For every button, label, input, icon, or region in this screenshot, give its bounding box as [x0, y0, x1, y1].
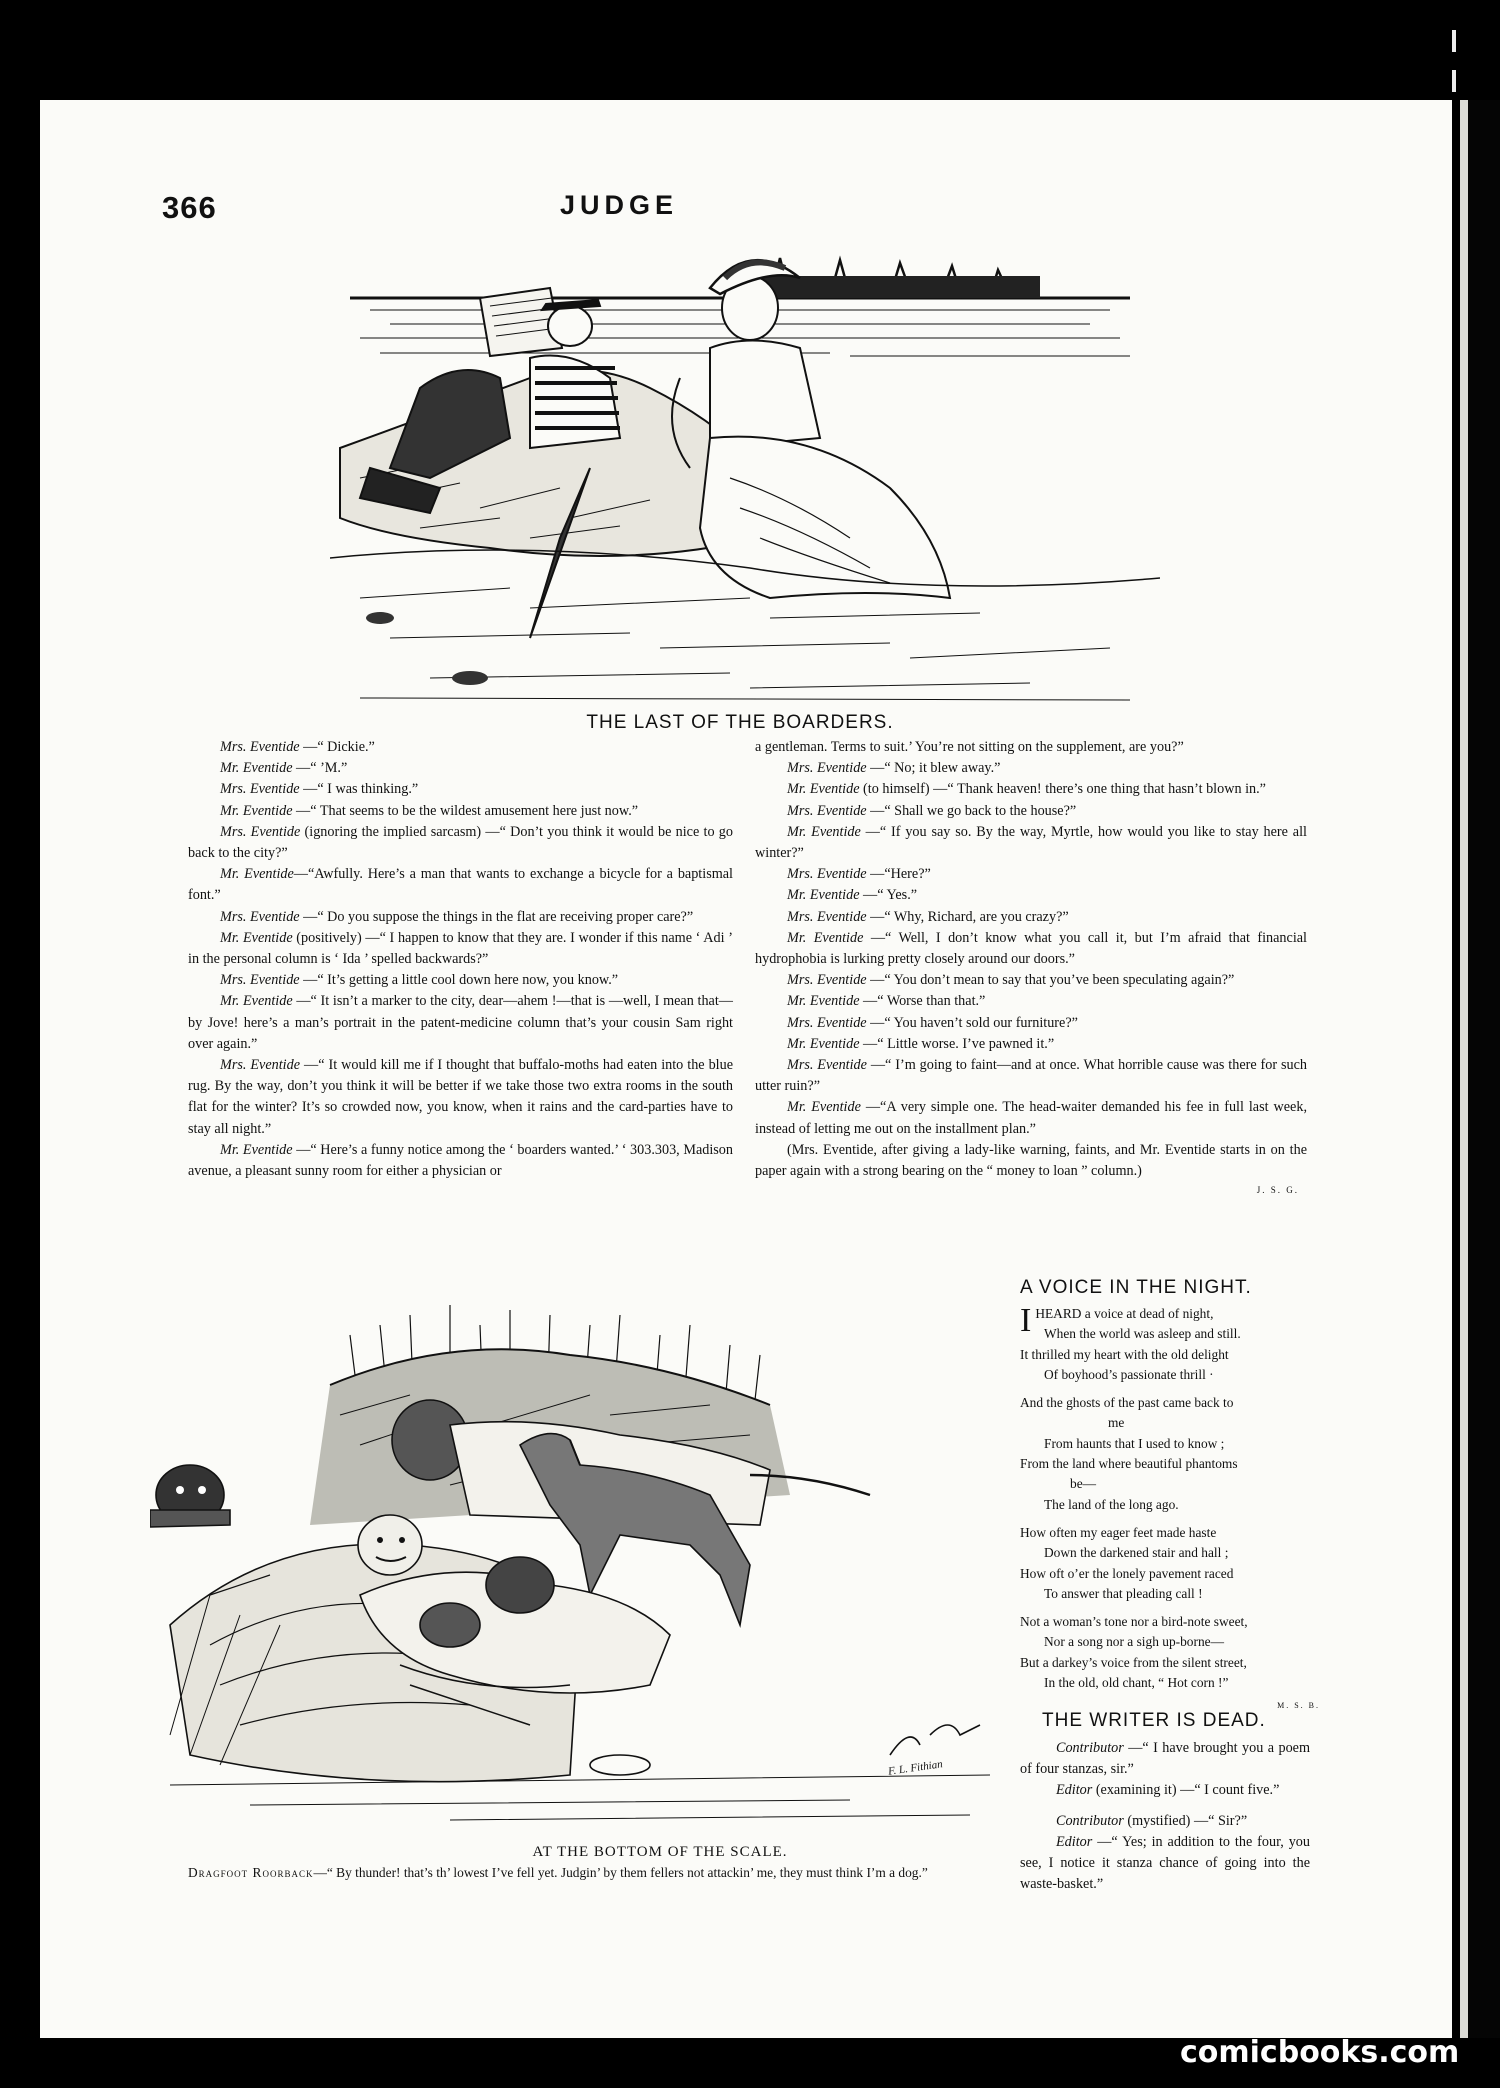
dialogue-text: —“ I have brought you a poem of four stanzas, sir.” — [1020, 1740, 1310, 1778]
dialogue-text: —“ No; it blew away.” — [866, 760, 1001, 777]
speaker-name: Editor — [1056, 1782, 1093, 1799]
speaker-name: Mr. Eventide — [787, 887, 860, 904]
poem-line: And the ghosts of the past came back to — [1020, 1395, 1234, 1411]
poem-line: Not a woman’s tone nor a bird-note sweet, — [1020, 1614, 1248, 1630]
poem-line: Of boyhood’s passionate thrill · — [1044, 1366, 1214, 1382]
dialogue-line — [188, 907, 733, 928]
dialogue-line — [755, 885, 1307, 906]
writer-title: THE WRITER IS DEAD. — [1042, 1710, 1266, 1731]
dialogue-line — [188, 991, 733, 1055]
speaker-name: Mr. Eventide — [787, 823, 861, 840]
dialogue-text: (to himself) —“ Thank heaven! there’s one thing that hasn’t blown in.” — [859, 781, 1266, 798]
poem-line: Nor a song nor a sigh up-borne— — [1044, 1634, 1224, 1650]
dialogue-line — [1020, 1811, 1310, 1832]
speaker-name: Mr. Eventide — [220, 929, 293, 946]
poem-line: When the world was asleep and still. — [1044, 1326, 1241, 1342]
poem-line: How often my eager feet made haste — [1020, 1524, 1217, 1540]
dialogue-text: —“ You don’t mean to say that you’ve been speculating again?” — [866, 972, 1235, 989]
speaker-name: Mr. Eventide — [787, 1099, 861, 1116]
dialogue-line — [188, 1055, 733, 1140]
dialogue-line — [755, 822, 1307, 864]
dialogue-text: —“A very simple one. The head-waiter demanded his fee in full last week, instead of letting me out on the installment plan.” — [755, 1099, 1307, 1137]
speaker-name: Mr. Eventide — [220, 802, 293, 819]
speaker-name: Contributor — [1056, 1812, 1124, 1829]
dialogue-text: —“ That seems to be the wildest amusement here just now.” — [292, 802, 639, 819]
speaker-name: Mrs. Eventide — [787, 1014, 867, 1031]
dialogue-text: —“Here?” — [866, 866, 931, 883]
dialogue-text: —“ It isn’t a marker to the city, dear—ahem !—that is —well, I mean that—by Jove! here’s a man’s portrait in the patent-medicine column that’s your cousin Sam right over again.” — [188, 993, 733, 1052]
facing-page-edge — [1468, 100, 1500, 2038]
dialogue-text: —“ Why, Richard, are you crazy?” — [866, 908, 1069, 925]
speaker-name: Mrs. Eventide — [220, 781, 300, 798]
poem-title: A VOICE IN THE NIGHT. — [1020, 1277, 1252, 1298]
poem-line: HEARD a voice at dead of night, — [1035, 1306, 1214, 1321]
dialogue-line — [188, 1140, 733, 1182]
dialogue-line — [1020, 1780, 1310, 1801]
speaker-name: Mr. Eventide — [787, 993, 860, 1010]
dialogue-text: —“ It’s getting a little cool down here now, you know.” — [299, 972, 619, 989]
dialogue-line — [1020, 1832, 1310, 1896]
dialogue-text: —“ Here’s a funny notice among the ‘ boarders wanted.’ ‘ 303.303, Madison avenue, a pleasant sunny room for either a physician or — [188, 1141, 733, 1180]
beach-illustration — [330, 238, 1160, 708]
site-watermark: comicbooks.com — [1180, 2035, 1460, 2070]
dialogue-text: —“Awfully. Here’s a man that wants to exchange a bicycle for a baptismal font.” — [188, 866, 733, 904]
masthead-title: JUDGE — [560, 190, 679, 220]
dialogue-line — [188, 758, 733, 779]
poem-line: How oft o’er the lonely pavement raced — [1020, 1565, 1234, 1581]
dialogue-line — [188, 801, 733, 822]
cartoon-caption-text — [188, 1864, 998, 1882]
dialogue-text: (mystified) —“ Sir?” — [1123, 1812, 1248, 1829]
speaker-name: Mr. Eventide — [220, 760, 293, 777]
dialogue-line — [755, 1034, 1307, 1055]
dialogue-line — [755, 864, 1307, 885]
speaker-name: Mr. Eventide — [220, 993, 293, 1010]
author-initials: J. S. G. — [1256, 1185, 1299, 1196]
boarders-column-left — [188, 737, 733, 1182]
dialogue-line — [755, 1013, 1307, 1034]
poem-line: But a darkey’s voice from the silent street, — [1020, 1654, 1247, 1670]
dialogue-line — [755, 928, 1307, 970]
speaker-name: Mr. Eventide — [220, 1141, 293, 1158]
scan-mark — [1452, 70, 1456, 92]
poem-body — [1020, 1304, 1350, 1711]
caption-speaker: Dragfoot Roorback — [188, 1865, 314, 1880]
dialogue-line — [188, 779, 733, 800]
poem-line: To answer that pleading call ! — [1044, 1585, 1203, 1601]
artist-signature: F. L. Fithian — [887, 1758, 944, 1778]
speaker-name: Mrs. Eventide — [220, 739, 300, 755]
poem-line: From haunts that I used to know ; — [1044, 1435, 1225, 1451]
dialogue-line — [755, 779, 1307, 800]
dialogue-line — [188, 737, 733, 758]
poem-author-initials: M. S. B. — [1277, 1701, 1320, 1711]
dialogue-text: —“ Well, I don’t know what you call it, but I’m afraid that financial hydrophobia is lurking pretty closely around our doors.” — [755, 929, 1308, 968]
dialogue-line — [188, 822, 733, 864]
dialogue-text: (ignoring the implied sarcasm) —“ Don’t you think it would be nice to go back to the city?” — [188, 823, 733, 862]
speaker-name: Mrs. Eventide — [787, 760, 867, 777]
drop-cap: I — [1020, 1302, 1032, 1339]
dialogue-line — [755, 1097, 1307, 1139]
dialogue-line — [755, 907, 1307, 928]
dialogue-text: —“ Shall we go back to the house?” — [866, 802, 1077, 819]
poem-line: Down the darkened stair and hall ; — [1044, 1545, 1229, 1561]
poem-line: be— — [1070, 1476, 1097, 1492]
speaker-name: Mrs. Eventide — [220, 1057, 301, 1074]
dialogue-line — [755, 991, 1307, 1012]
dialogue-line — [755, 758, 1307, 779]
speaker-name: Mrs. Eventide — [220, 908, 300, 925]
speaker-name: Mrs. Eventide — [787, 908, 867, 925]
dialogue-line — [755, 801, 1307, 822]
dialogue-continuation: a gentleman. Terms to suit.’ You’re not sitting on the supplement, are you?” — [755, 739, 1184, 755]
speaker-name: Mr. Eventide — [220, 866, 294, 883]
dialogue-line — [188, 928, 733, 970]
article-title-boarders: THE LAST OF THE BOARDERS. — [586, 712, 894, 733]
dogs-illustration — [150, 1295, 1010, 1840]
dialogue-text: (examining it) —“ I count five.” — [1092, 1782, 1280, 1799]
dialogue-text: —“ You haven’t sold our furniture?” — [866, 1014, 1078, 1031]
boarders-column-right — [755, 737, 1307, 1198]
speaker-name: Mr. Eventide — [787, 781, 860, 798]
poem-line: It thrilled my heart with the old delight — [1020, 1346, 1229, 1362]
speaker-name: Contributor — [1056, 1740, 1124, 1756]
scan-mark — [1452, 30, 1456, 52]
poem-line: me — [1108, 1415, 1125, 1431]
dialogue-text: (positively) —“ I happen to know that they are. I wonder if this name ‘ Adi ’ in the personal column is ‘ Ida ’ spelled backwards?” — [188, 929, 733, 968]
poem-line: From the land where beautiful phantoms — [1020, 1456, 1238, 1472]
dialogue-line — [188, 864, 733, 906]
page-number: 366 — [162, 190, 217, 225]
writer-body — [1020, 1738, 1310, 1895]
speaker-name: Mr. Eventide — [787, 929, 864, 946]
speaker-name: Mrs. Eventide — [787, 972, 867, 989]
speaker-name: Mrs. Eventide — [787, 866, 867, 883]
dialogue-text: —“ Little worse. I’ve pawned it.” — [859, 1035, 1055, 1052]
dialogue-line — [755, 970, 1307, 991]
dialogue-text: —“ Yes; in addition to the four, you see, I notice it stanza chance of going into the waste-basket.” — [1020, 1833, 1310, 1893]
cartoon-caption-title: AT THE BOTTOM OF THE SCALE. — [532, 1844, 788, 1860]
poem-line: In the old, old chant, “ Hot corn !” — [1044, 1675, 1229, 1691]
dialogue-text: —“ I was thinking.” — [299, 781, 419, 798]
dialogue-text: —“ Dickie.” — [299, 739, 375, 755]
dialogue-text: —“ Yes.” — [859, 887, 918, 904]
speaker-name: Mr. Eventide — [787, 1035, 860, 1052]
dialogue-text: —“ Do you suppose the things in the flat are receiving proper care?” — [299, 908, 694, 925]
dialogue-text: —“ It would kill me if I thought that buffalo-moths had eaten into the blue rug. By the way, don’t you think it will be better if we take those two extra rooms in the south flat for the winter? It’s so crowded now, you know, when it rains and the card-parties have to stay all night.” — [188, 1057, 733, 1137]
dialogue-line — [1020, 1738, 1310, 1780]
dialogue-text: —“ I’m going to faint—and at once. What horrible cause was there for such utter ruin?” — [755, 1057, 1307, 1095]
speaker-name: Mrs. Eventide — [787, 1057, 867, 1074]
speaker-name: Mrs. Eventide — [220, 972, 300, 989]
dialogue-line — [188, 970, 733, 991]
poem-line: The land of the long ago. — [1044, 1496, 1179, 1512]
speaker-name: Mrs. Eventide — [787, 802, 867, 819]
speaker-name: Editor — [1056, 1833, 1093, 1850]
caption-quote: —“ By thunder! that’s th’ lowest I’ve fell yet. Judgin’ by them fellers not attackin’ me, they must think I’m a dog.” — [313, 1865, 928, 1880]
speaker-name: Mrs. Eventide — [220, 823, 301, 840]
stage-direction: (Mrs. Eventide, after giving a lady-like warning, faints, and Mr. Eventide starts in on the paper again with a strong bearing on the “ money to loan ” column.) — [755, 1141, 1307, 1180]
dialogue-text: —“ Worse than that.” — [859, 993, 986, 1010]
dialogue-text: —“ If you say so. By the way, Myrtle, how would you like to stay here all winter?” — [755, 823, 1307, 862]
dialogue-text: —“ ’M.” — [292, 760, 348, 777]
dialogue-line — [755, 1055, 1307, 1097]
page-gutter — [1460, 100, 1468, 2038]
